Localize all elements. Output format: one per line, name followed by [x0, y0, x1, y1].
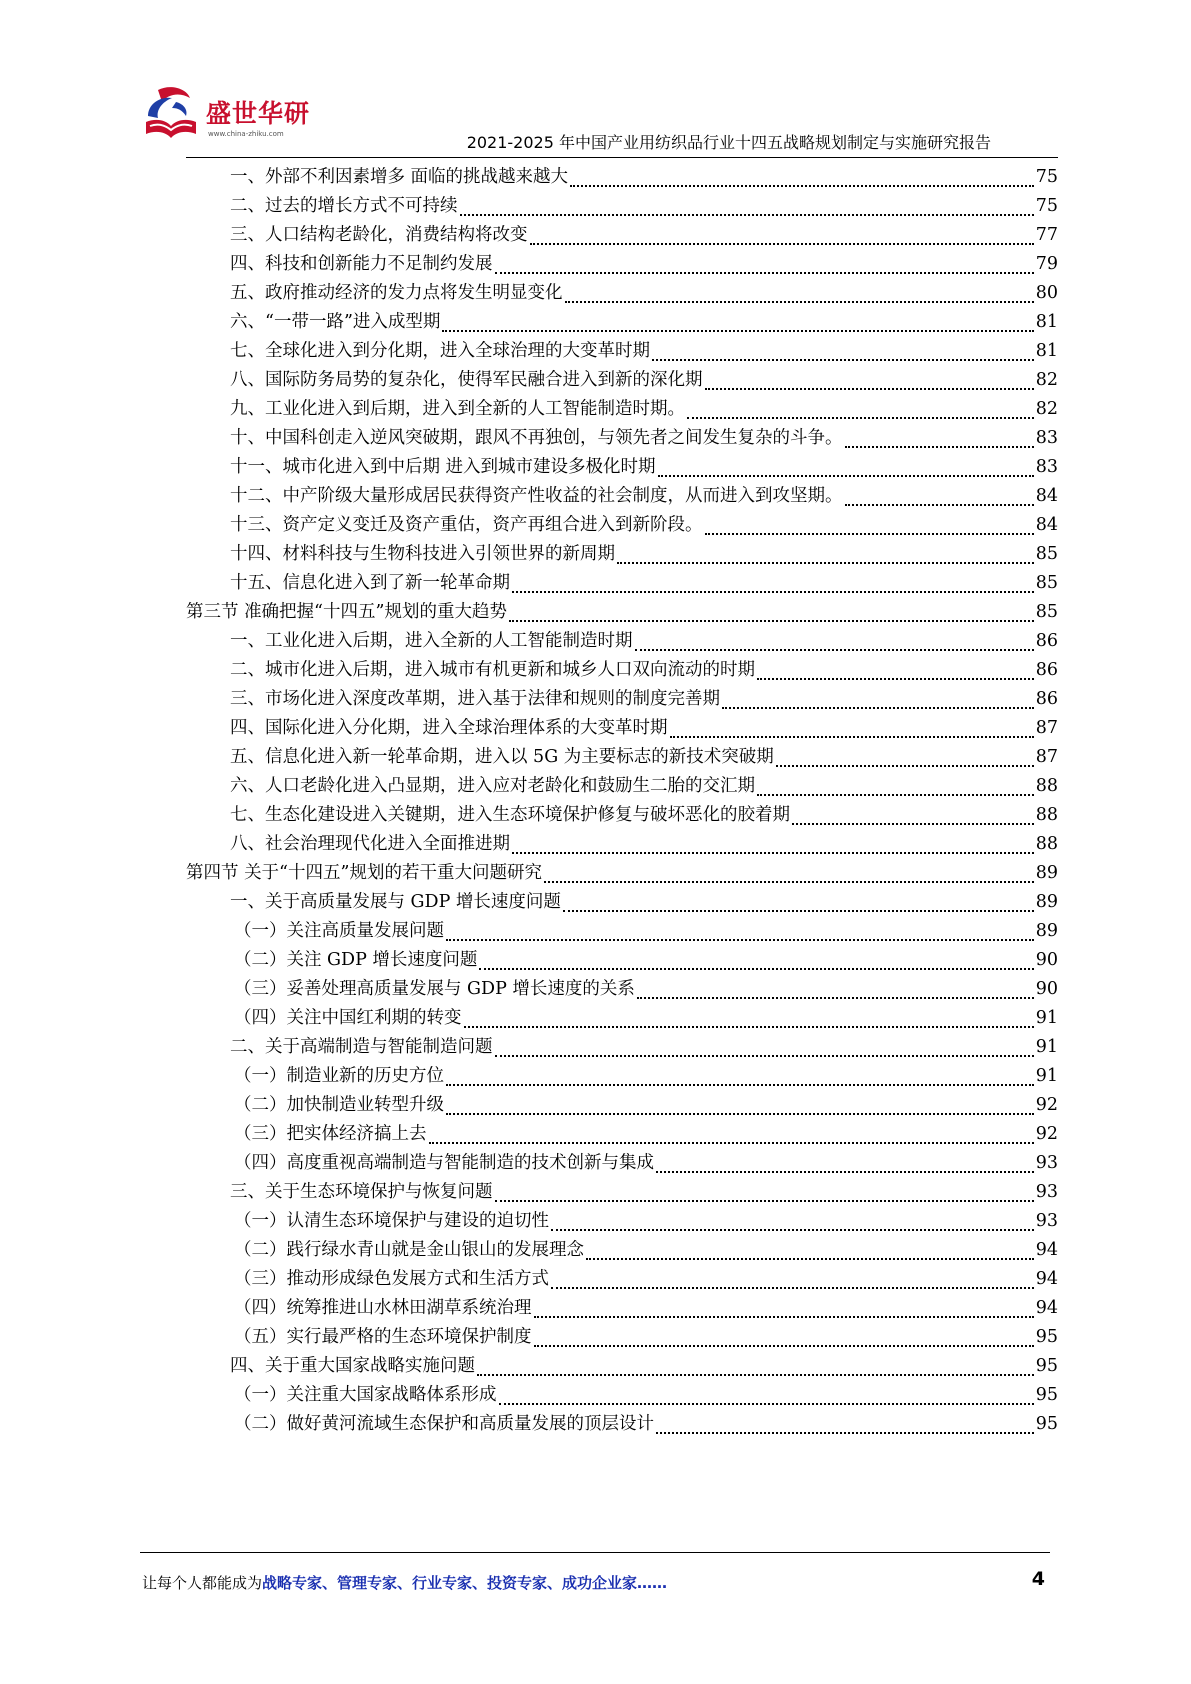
toc-dot-leader: [656, 1170, 1034, 1173]
toc-entry-title: （三）推动形成绿色发展方式和生活方式: [234, 1269, 549, 1289]
toc-entry-title: 三、人口结构老龄化，消费结构将改变: [230, 225, 528, 245]
toc-dot-leader: [776, 764, 1034, 767]
toc-entry[interactable]: [186, 830, 1058, 859]
toc-entry[interactable]: [186, 685, 1058, 714]
toc-entry[interactable]: [186, 801, 1058, 830]
toc-entry-title: 十一、城市化进入到中后期 进入到城市建设多极化时期: [230, 457, 656, 477]
toc-entry[interactable]: [186, 1062, 1058, 1091]
toc-page-number: 86: [1035, 689, 1058, 709]
toc-entry[interactable]: [186, 627, 1058, 656]
toc-dot-leader: [509, 619, 1034, 622]
toc-page-number: 91: [1035, 1037, 1058, 1057]
toc-entry[interactable]: [186, 598, 1058, 627]
toc-page-number: 86: [1035, 660, 1058, 680]
toc-page-number: 92: [1035, 1124, 1058, 1144]
toc-entry[interactable]: [186, 163, 1058, 192]
toc-entry[interactable]: [186, 250, 1058, 279]
toc-entry[interactable]: [186, 1091, 1058, 1120]
toc-dot-leader: [446, 1112, 1034, 1115]
toc-dot-leader: [446, 938, 1034, 941]
toc-entry-title: 第三节 准确把握“十四五”规划的重大趋势: [186, 602, 507, 622]
toc-entry-title: 四、关于重大国家战略实施问题: [230, 1356, 475, 1376]
toc-entry-title: 四、国际化进入分化期，进入全球治理体系的大变革时期: [230, 718, 668, 738]
toc-dot-leader: [512, 851, 1034, 854]
toc-entry[interactable]: [186, 482, 1058, 511]
toc-entry[interactable]: [186, 1207, 1058, 1236]
toc-entry[interactable]: [186, 1381, 1058, 1410]
toc-entry[interactable]: [186, 1352, 1058, 1381]
toc-page-number: 88: [1035, 776, 1058, 796]
logo-url: www.china-zhiku.com: [208, 130, 284, 138]
toc-entry-title: （四）关注中国红利期的转变: [234, 1008, 462, 1028]
toc-page-number: 84: [1035, 515, 1058, 535]
toc-page-number: 82: [1035, 399, 1058, 419]
toc-entry[interactable]: [186, 569, 1058, 598]
toc-dot-leader: [687, 416, 1034, 419]
toc-entry[interactable]: [186, 1004, 1058, 1033]
toc-page-number: 89: [1035, 921, 1058, 941]
toc-entry-title: 一、关于高质量发展与 GDP 增长速度问题: [230, 892, 561, 912]
toc-entry[interactable]: [186, 453, 1058, 482]
toc-page-number: 90: [1035, 979, 1058, 999]
logo-mark-icon: [140, 82, 202, 144]
toc-entry-title: 七、生态化建设进入关键期，进入生态环境保护修复与破坏恶化的胶着期: [230, 805, 790, 825]
toc-entry[interactable]: [186, 511, 1058, 540]
toc-page-number: 95: [1035, 1327, 1058, 1347]
toc-dot-leader: [845, 503, 1034, 506]
toc-page-number: 87: [1035, 718, 1058, 738]
toc-entry[interactable]: [186, 337, 1058, 366]
toc-entry[interactable]: [186, 772, 1058, 801]
toc-dot-leader: [442, 329, 1033, 332]
toc-entry-title: 九、工业化进入到后期，进入到全新的人工智能制造时期。: [230, 399, 685, 419]
toc-page-number: 93: [1035, 1211, 1058, 1231]
toc-page-number: 82: [1035, 370, 1058, 390]
slogan-prefix: 让每个人都能成为: [142, 1574, 263, 1592]
toc-entry-title: 五、政府推动经济的发力点将发生明显变化: [230, 283, 563, 303]
toc-entry-title: 三、市场化进入深度改革期，进入基于法律和规则的制度完善期: [230, 689, 720, 709]
toc-page-number: 91: [1035, 1008, 1058, 1028]
toc-dot-leader: [705, 387, 1034, 390]
toc-entry-title: 二、城市化进入后期，进入城市有机更新和城乡人口双向流动的时期: [230, 660, 755, 680]
toc-dot-leader: [534, 1344, 1034, 1347]
toc-entry-title: 六、人口老龄化进入凸显期，进入应对老龄化和鼓励生二胎的交汇期: [230, 776, 755, 796]
toc-entry-title: 十、中国科创走入逆风突破期，跟风不再独创，与领先者之间发生复杂的斗争。: [230, 428, 843, 448]
toc-entry[interactable]: [186, 279, 1058, 308]
toc-entry-title: 十四、材料科技与生物科技进入引领世界的新周期: [230, 544, 615, 564]
toc-entry-title: （一）关注重大国家战略体系形成: [234, 1385, 497, 1405]
toc-entry-title: 八、国际防务局势的复杂化，使得军民融合进入到新的深化期: [230, 370, 703, 390]
toc-entry[interactable]: [186, 540, 1058, 569]
toc-dot-leader: [757, 793, 1034, 796]
toc-dot-leader: [845, 445, 1034, 448]
toc-entry[interactable]: [186, 743, 1058, 772]
toc-page-number: 94: [1035, 1298, 1058, 1318]
toc-dot-leader: [460, 213, 1034, 216]
toc-entry-title: 三、关于生态环境保护与恢复问题: [230, 1182, 493, 1202]
toc-entry-title: （一）制造业新的历史方位: [234, 1066, 444, 1086]
toc-entry-title: 八、社会治理现代化进入全面推进期: [230, 834, 510, 854]
toc-entry[interactable]: [186, 1410, 1058, 1439]
toc-entry-title: （四）统筹推进山水林田湖草系统治理: [234, 1298, 532, 1318]
toc-page-number: 80: [1035, 283, 1058, 303]
toc-entry[interactable]: [186, 221, 1058, 250]
toc-entry-title: （三）把实体经济搞上去: [234, 1124, 427, 1144]
toc-page-number: 95: [1035, 1385, 1058, 1405]
toc-page-number: 89: [1035, 863, 1058, 883]
company-logo: [140, 82, 310, 152]
toc-page-number: 90: [1035, 950, 1058, 970]
toc-entry-title: 二、关于高端制造与智能制造问题: [230, 1037, 493, 1057]
toc-page-number: 86: [1035, 631, 1058, 651]
toc-dot-leader: [499, 1402, 1034, 1405]
toc-dot-leader: [757, 677, 1034, 680]
toc-dot-leader: [534, 1315, 1034, 1318]
toc-entry[interactable]: [186, 975, 1058, 1004]
toc-page-number: 81: [1035, 341, 1058, 361]
toc-entry-title: 十三、资产定义变迁及资产重估，资产再组合进入到新阶段。: [230, 515, 703, 535]
toc-dot-leader: [495, 271, 1034, 274]
footer-divider: [140, 1552, 1050, 1553]
toc-page-number: 75: [1035, 167, 1058, 187]
toc-entry[interactable]: [186, 859, 1058, 888]
toc-entry-title: 四、科技和创新能力不足制约发展: [230, 254, 493, 274]
toc-dot-leader: [637, 996, 1034, 999]
toc-dot-leader: [479, 967, 1033, 970]
header-divider: [186, 157, 1058, 158]
toc-entry[interactable]: [186, 1149, 1058, 1178]
toc-dot-leader: [635, 648, 1034, 651]
toc-entry[interactable]: [186, 366, 1058, 395]
toc-entry[interactable]: [186, 1236, 1058, 1265]
toc-dot-leader: [792, 822, 1034, 825]
logo-name: 盛世华研: [206, 99, 311, 128]
toc-entry[interactable]: [186, 917, 1058, 946]
toc-page-number: 83: [1035, 457, 1058, 477]
toc-page-number: 77: [1035, 225, 1058, 245]
toc-dot-leader: [446, 1083, 1034, 1086]
toc-entry-title: 五、信息化进入新一轮革命期，进入以 5G 为主要标志的新技术突破期: [230, 747, 774, 767]
toc-entry[interactable]: [186, 1265, 1058, 1294]
toc-page-number: 94: [1035, 1240, 1058, 1260]
toc-page-number: 75: [1035, 196, 1058, 216]
toc-entry[interactable]: [186, 192, 1058, 221]
toc-page-number: 94: [1035, 1269, 1058, 1289]
toc-dot-leader: [670, 735, 1034, 738]
toc-entry-title: （一）认清生态环境保护与建设的迫切性: [234, 1211, 549, 1231]
toc-entry-title: （二）做好黄河流域生态保护和高质量发展的顶层设计: [234, 1414, 654, 1434]
toc-page-number: 92: [1035, 1095, 1058, 1115]
toc-page-number: 85: [1035, 602, 1058, 622]
toc-entry[interactable]: [186, 308, 1058, 337]
slogan-highlight: 战略专家、管理专家、行业专家、投资专家、成功企业家……: [262, 1574, 668, 1592]
toc-entry-title: 十二、中产阶级大量形成居民获得资产性收益的社会制度，从而进入到攻坚期。: [230, 486, 843, 506]
toc-dot-leader: [617, 561, 1034, 564]
report-title: 2021-2025 年中国产业用纺织品行业十四五战略规划制定与实施研究报告: [466, 133, 991, 152]
toc-entry[interactable]: [186, 1033, 1058, 1062]
toc-dot-leader: [495, 1054, 1034, 1057]
toc-entry-title: （四）高度重视高端制造与智能制造的技术创新与集成: [234, 1153, 654, 1173]
toc-page-number: 88: [1035, 834, 1058, 854]
toc-page-number: 81: [1035, 312, 1058, 332]
toc-entry[interactable]: [186, 946, 1058, 975]
toc-dot-leader: [429, 1141, 1034, 1144]
toc-page-number: 84: [1035, 486, 1058, 506]
toc-dot-leader: [512, 590, 1034, 593]
toc-page-number: 93: [1035, 1182, 1058, 1202]
toc-entry[interactable]: [186, 1294, 1058, 1323]
toc-dot-leader: [722, 706, 1034, 709]
toc-page-number: 87: [1035, 747, 1058, 767]
toc-dot-leader: [530, 242, 1034, 245]
footer-slogan: [142, 1572, 667, 1593]
toc-entry[interactable]: [186, 1323, 1058, 1352]
page-header: [0, 0, 1191, 160]
page-number: 4: [1031, 1568, 1045, 1590]
toc-dot-leader: [570, 184, 1034, 187]
toc-entry-title: （一）关注高质量发展问题: [234, 921, 444, 941]
toc-entry-title: （三）妥善处理高质量发展与 GDP 增长速度的关系: [234, 979, 635, 999]
toc-entry[interactable]: [186, 395, 1058, 424]
toc-page-number: 91: [1035, 1066, 1058, 1086]
toc-dot-leader: [477, 1373, 1034, 1376]
toc-dot-leader: [586, 1257, 1034, 1260]
toc-dot-leader: [544, 880, 1034, 883]
toc-dot-leader: [495, 1199, 1034, 1202]
toc-entry[interactable]: [186, 656, 1058, 685]
toc-dot-leader: [464, 1025, 1034, 1028]
toc-entry[interactable]: [186, 1120, 1058, 1149]
toc-dot-leader: [652, 358, 1034, 361]
toc-dot-leader: [565, 300, 1034, 303]
toc-entry[interactable]: [186, 424, 1058, 453]
toc-page-number: 83: [1035, 428, 1058, 448]
toc-entry[interactable]: [186, 888, 1058, 917]
toc-dot-leader: [656, 1431, 1034, 1434]
toc-page-number: 85: [1035, 573, 1058, 593]
toc-entry-title: （二）加快制造业转型升级: [234, 1095, 444, 1115]
toc-page-number: 88: [1035, 805, 1058, 825]
toc-entry-title: （二）践行绿水青山就是金山银山的发展理念: [234, 1240, 584, 1260]
toc-dot-leader: [551, 1228, 1034, 1231]
toc-page-number: 89: [1035, 892, 1058, 912]
toc-entry-title: 十五、信息化进入到了新一轮革命期: [230, 573, 510, 593]
toc-dot-leader: [658, 474, 1034, 477]
toc-entry-title: （五）实行最严格的生态环境保护制度: [234, 1327, 532, 1347]
toc-entry[interactable]: [186, 714, 1058, 743]
toc-dot-leader: [563, 909, 1034, 912]
toc-page-number: 93: [1035, 1153, 1058, 1173]
toc-entry-title: （二）关注 GDP 增长速度问题: [234, 950, 478, 970]
toc-page-number: 85: [1035, 544, 1058, 564]
toc-entry-title: 一、工业化进入后期，进入全新的人工智能制造时期: [230, 631, 633, 651]
toc-entry-title: 一、外部不利因素增多 面临的挑战越来越大: [230, 167, 569, 187]
toc-entry-title: 二、过去的增长方式不可持续: [230, 196, 458, 216]
toc-page-number: 79: [1035, 254, 1058, 274]
toc-page-number: 95: [1035, 1356, 1058, 1376]
toc-entry-title: 七、全球化进入到分化期，进入全球治理的大变革时期: [230, 341, 650, 361]
toc-entry-title: 第四节 关于“十四五”规划的若干重大问题研究: [186, 863, 542, 883]
toc-entry[interactable]: [186, 1178, 1058, 1207]
toc-page-number: 95: [1035, 1414, 1058, 1434]
toc-dot-leader: [705, 532, 1034, 535]
toc-entry-title: 六、“一带一路”进入成型期: [230, 312, 441, 332]
toc-dot-leader: [551, 1286, 1034, 1289]
